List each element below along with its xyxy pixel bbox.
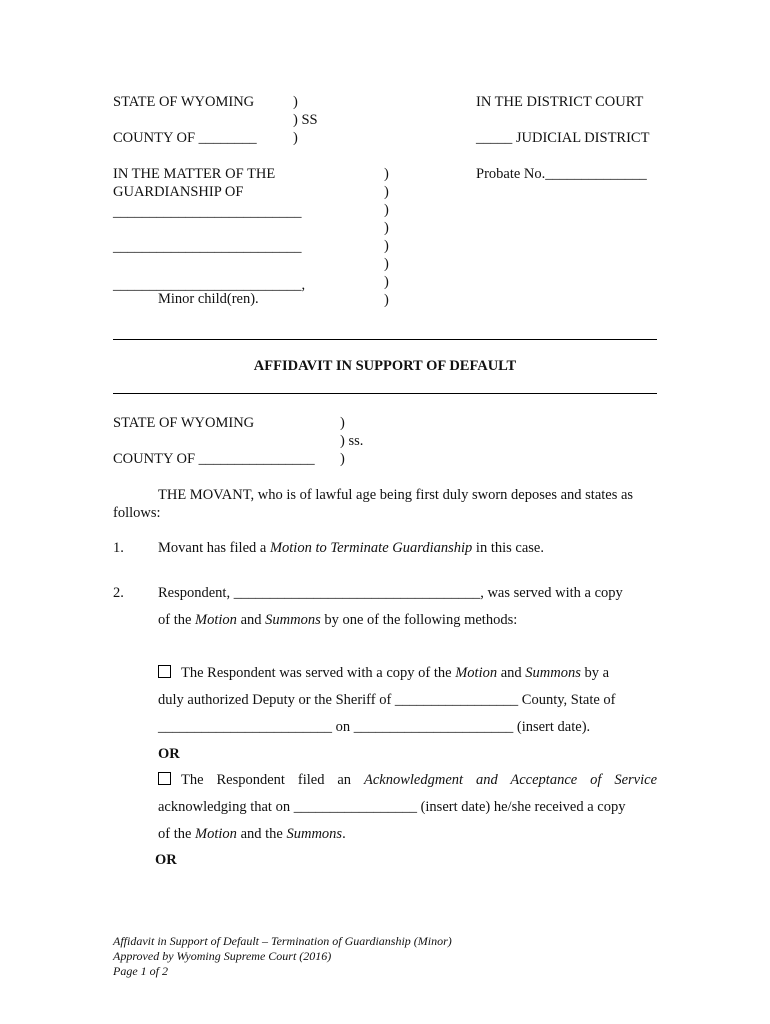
or-separator: OR — [155, 852, 177, 868]
caption-paren: ) — [384, 292, 389, 308]
probate-number: Probate No.______________ — [476, 166, 647, 182]
court-name: IN THE DISTRICT COURT — [476, 94, 644, 110]
caption-paren: ) — [293, 130, 298, 146]
option-1-line3: ________________________ on ______________________ (insert date). — [158, 719, 591, 735]
document-title: AFFIDAVIT IN SUPPORT OF DEFAULT — [253, 358, 517, 374]
item-2-line1: Respondent, __________________________________, was served with a copy — [158, 585, 623, 601]
venue-paren: ) — [340, 415, 345, 431]
title-rule-bottom — [113, 393, 657, 394]
option-1-line2: duly authorized Deputy or the Sheriff of _________________ County, State of — [158, 692, 616, 708]
caption-state: STATE OF WYOMING — [113, 94, 255, 110]
intro-line1: THE MOVANT, who is of lawful age being first duly sworn deposes and states as — [158, 487, 634, 503]
venue-state: STATE OF WYOMING — [113, 415, 255, 431]
option-1-line1: The Respondent was served with a copy of the Motion and Summons by a — [158, 664, 609, 682]
matter-line2: GUARDIANSHIP OF — [113, 184, 244, 200]
venue-paren: ) — [340, 451, 345, 467]
option-2-checkbox[interactable] — [158, 772, 171, 785]
item-2-line2: of the Motion and Summons by one of the following methods: — [158, 612, 518, 628]
venue-ss: ) ss. — [340, 433, 364, 449]
footer-page-number: Page 1 of 2 — [113, 964, 168, 978]
caption-paren: ) — [384, 220, 389, 236]
footer-approval: Approved by Wyoming Supreme Court (2016) — [113, 949, 332, 963]
option-1-checkbox[interactable] — [158, 665, 171, 678]
caption-paren: ) — [384, 184, 389, 200]
footer-form-title: Affidavit in Support of Default – Termination of Guardianship (Minor) — [113, 934, 452, 948]
caption-paren: ) — [384, 202, 389, 218]
intro-line2: follows: — [113, 505, 161, 521]
caption-paren: ) — [384, 238, 389, 254]
caption-paren: ) — [293, 94, 298, 110]
option-2-line1: The Respondent filed an Acknowledgment and Acceptance of Service — [158, 771, 657, 789]
item-2-number: 2. — [113, 585, 124, 601]
minor-children-label: Minor child(ren). — [158, 291, 259, 307]
judicial-district: _____ JUDICIAL DISTRICT — [476, 130, 650, 146]
item-1-number: 1. — [113, 540, 124, 556]
venue-county: COUNTY OF ________________ — [113, 451, 315, 467]
item-1-text: Movant has filed a Motion to Terminate Guardianship in this case. — [158, 540, 544, 556]
caption-ss: ) SS — [293, 112, 318, 128]
caption-county: COUNTY OF ________ — [113, 130, 257, 146]
guardianship-blank-3: __________________________, — [113, 277, 306, 293]
guardianship-blank-1: __________________________ — [113, 204, 302, 220]
or-separator: OR — [158, 746, 180, 762]
caption-paren: ) — [384, 166, 389, 182]
caption-paren: ) — [384, 256, 389, 272]
option-2-line3: of the Motion and the Summons. — [158, 826, 346, 842]
title-rule-top — [113, 339, 657, 340]
matter-line1: IN THE MATTER OF THE — [113, 166, 276, 182]
guardianship-blank-2: __________________________ — [113, 239, 302, 255]
caption-paren: ) — [384, 274, 389, 290]
option-2-line2: acknowledging that on _________________ (insert date) he/she received a copy — [158, 799, 626, 815]
